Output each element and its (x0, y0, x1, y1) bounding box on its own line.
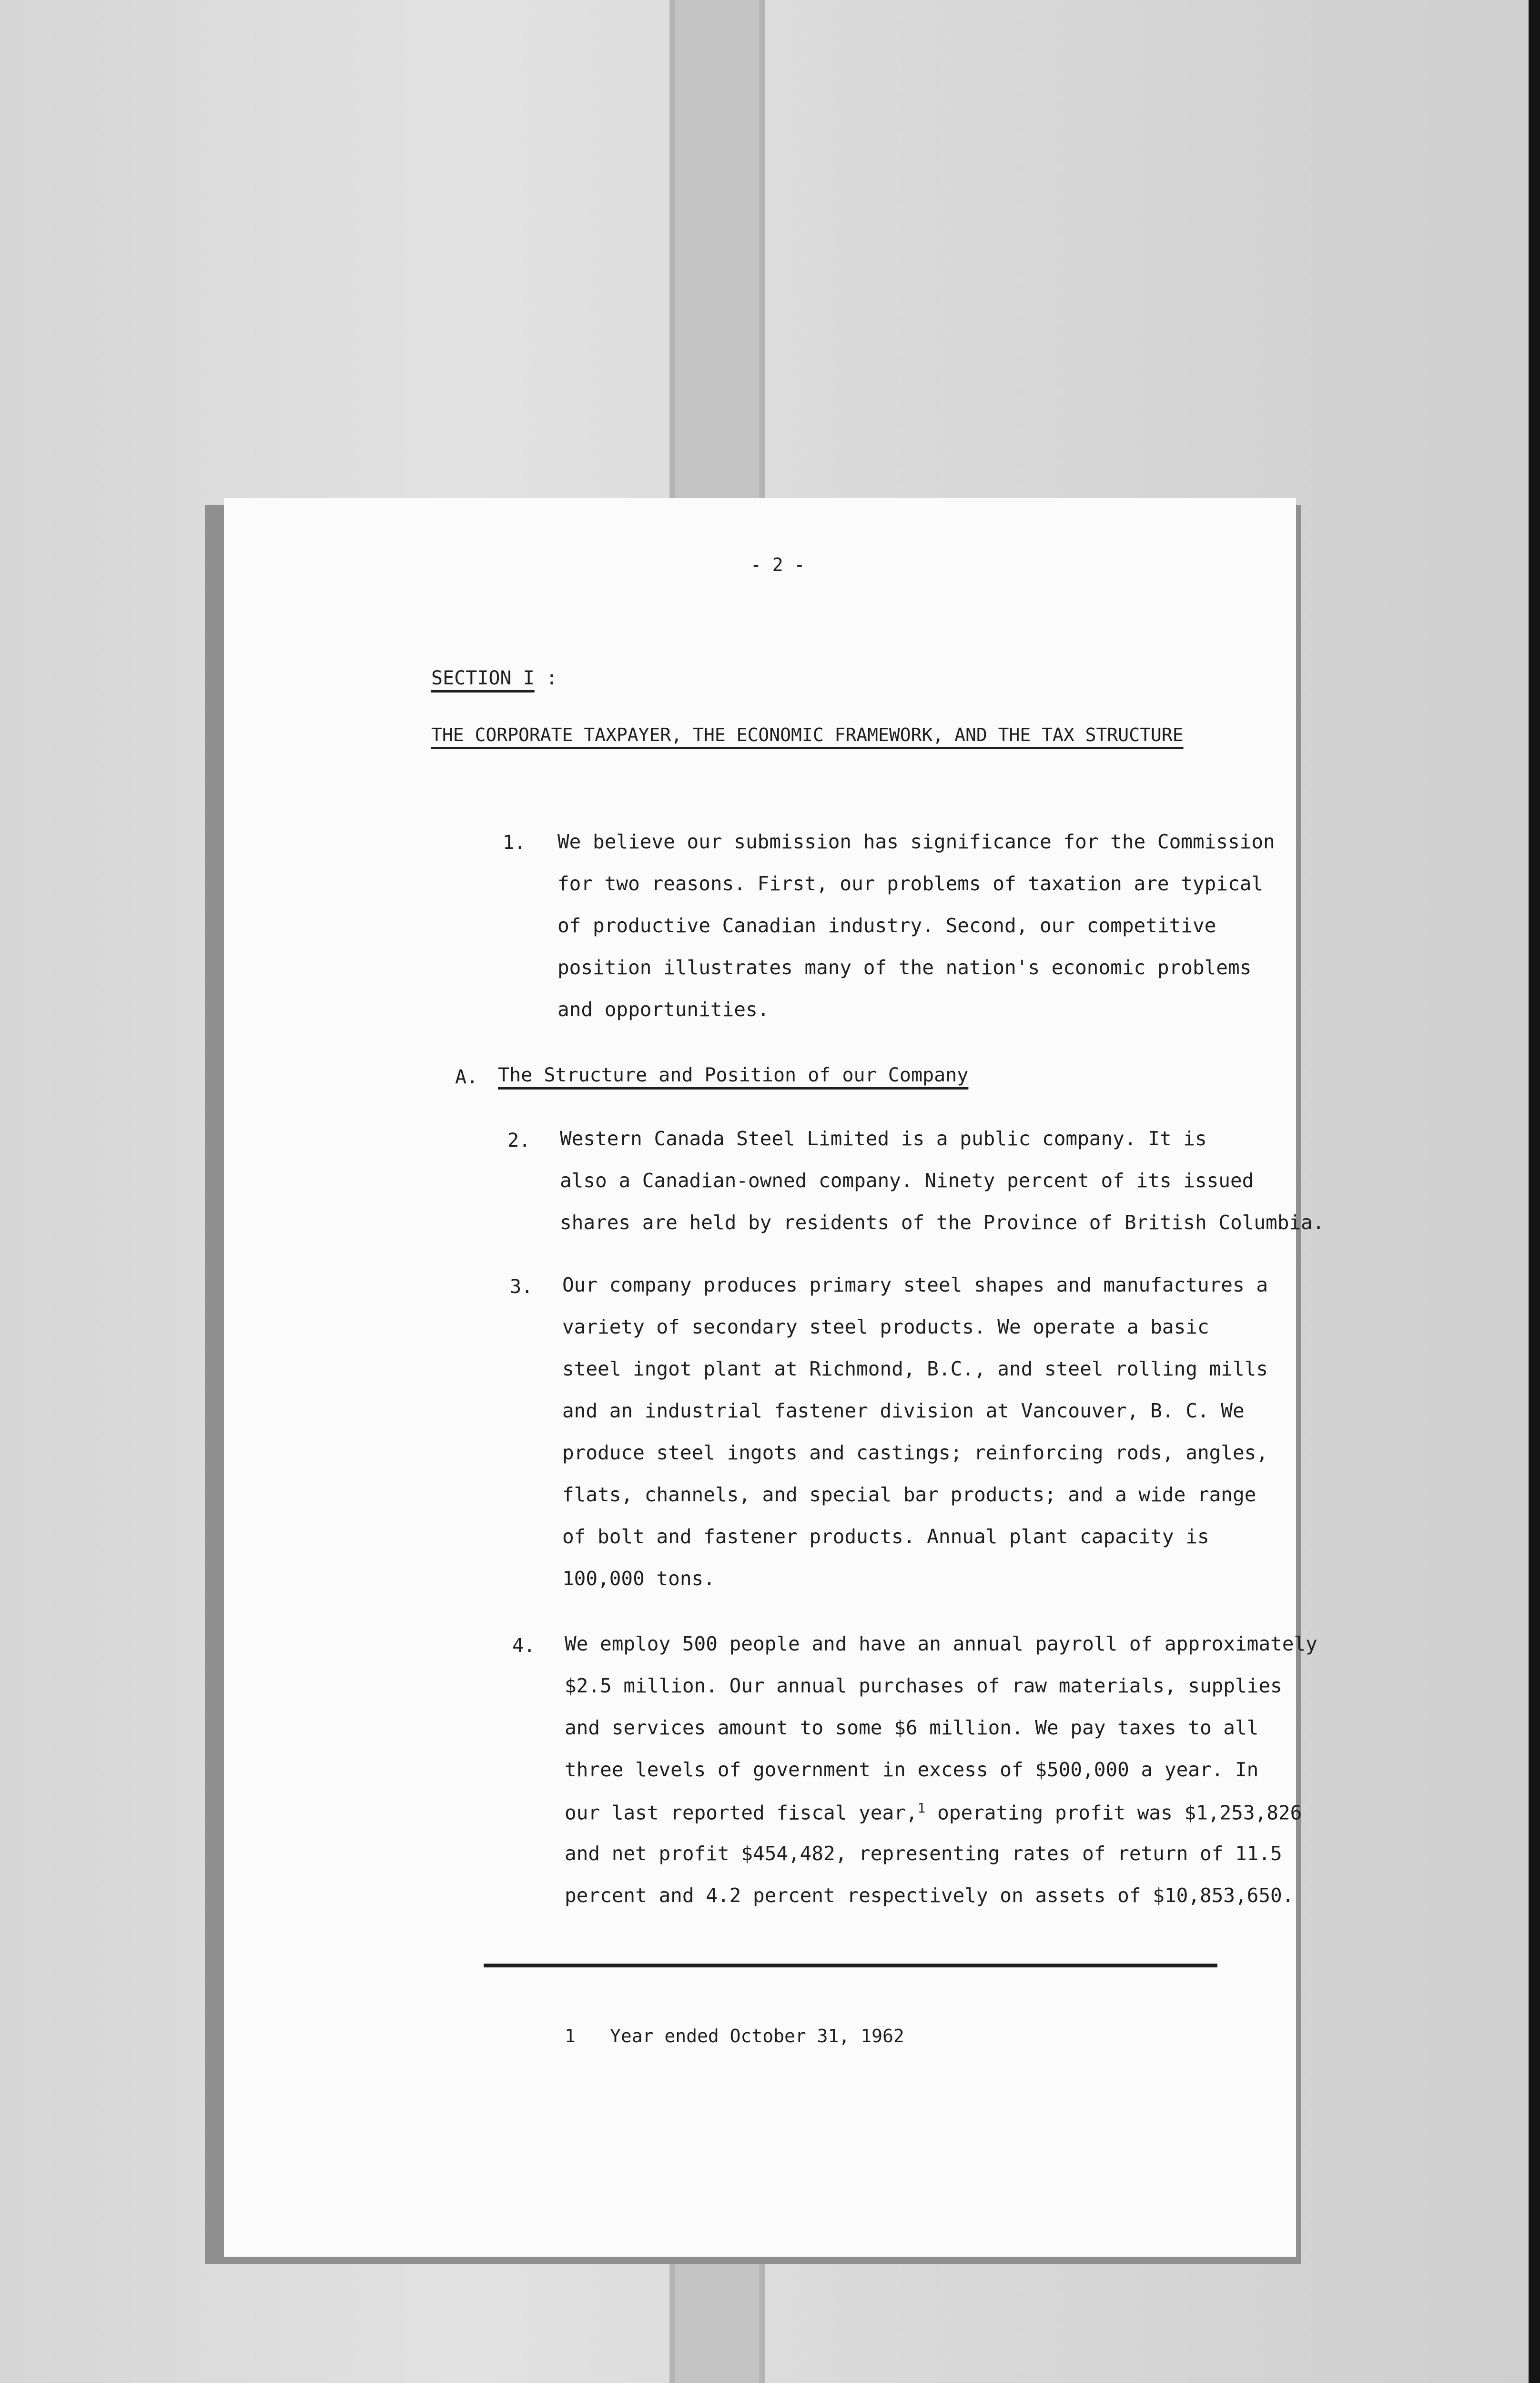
paragraph-line-with-footnote (565, 1800, 1302, 1824)
section-colon: : (546, 667, 557, 689)
text-fragment: our last reported fiscal year, (565, 1801, 918, 1824)
paragraph-line: Our company produces primary steel shapes and manufactures a (562, 1273, 1268, 1296)
subsection-letter: A. (455, 1066, 478, 1088)
paragraph-line: 100,000 tons. (562, 1567, 715, 1590)
paragraph-line: for two reasons. First, our problems of taxation are typical (557, 872, 1264, 895)
paragraph-line: three levels of government in excess of $500,000 a year. In (565, 1758, 1259, 1781)
paragraph-line: percent and 4.2 percent respectively on assets of $10,853,650. (565, 1884, 1294, 1907)
paragraph-line: and opportunities. (557, 998, 770, 1021)
paragraph-line: of productive Canadian industry. Second, our competitive (557, 914, 1216, 937)
footnote-reference: 1 (917, 1800, 926, 1816)
page-number: - 2 - (750, 554, 805, 575)
typed-page (224, 498, 1325, 2257)
paragraph-line: steel ingot plant at Richmond, B.C., and steel rolling mills (562, 1357, 1268, 1380)
paragraph-line: position illustrates many of the nation's economic problems (557, 956, 1252, 979)
paragraph-line: and net profit $454,482, representing rates of return of 11.5 (565, 1842, 1282, 1865)
paragraph-3-number: 3. (510, 1276, 533, 1298)
footnote-text: Year ended October 31, 1962 (610, 2026, 904, 2047)
paragraph-4-number: 4. (512, 1635, 536, 1657)
section-heading (431, 667, 557, 689)
paragraph-line: flats, channels, and special bar products; and a wide range (562, 1483, 1256, 1506)
text-fragment: operating profit was $1,253,826 (925, 1801, 1302, 1824)
paragraph-line: produce steel ingots and castings; reinforcing rods, angles, (562, 1441, 1268, 1464)
paragraph-line: $2.5 million. Our annual purchases of raw materials, supplies (565, 1674, 1282, 1697)
paragraph-line: and services amount to some $6 million. We pay taxes to all (565, 1716, 1259, 1739)
paragraph-line: Western Canada Steel Limited is a public company. It is (560, 1127, 1207, 1150)
paragraph-line: variety of secondary steel products. We operate a basic (562, 1315, 1209, 1338)
section-label: SECTION I (431, 667, 535, 689)
subsection-title: The Structure and Position of our Company (498, 1064, 969, 1086)
footnote-marker: 1 (565, 2026, 576, 2047)
paragraph-line: We believe our submission has significance for the Commission (557, 830, 1275, 853)
paragraph-line: and an industrial fastener division at Vancouver, B. C. We (562, 1399, 1245, 1422)
paragraph-line: of bolt and fastener products. Annual plant capacity is (562, 1525, 1209, 1548)
section-title: THE CORPORATE TAXPAYER, THE ECONOMIC FRAMEWORK, AND THE TAX STRUCTURE (431, 724, 1184, 745)
footnote-separator (484, 1964, 1217, 1967)
paragraph-1-number: 1. (503, 832, 526, 854)
paragraph-2-number: 2. (507, 1130, 531, 1151)
mounting-tape-top (669, 0, 765, 505)
paragraph-line: also a Canadian-owned company. Ninety percent of its issued (560, 1169, 1254, 1192)
paragraph-line: shares are held by residents of the Province of British Columbia. (560, 1211, 1325, 1234)
paragraph-line: We employ 500 people and have an annual payroll of approximately (565, 1632, 1317, 1655)
